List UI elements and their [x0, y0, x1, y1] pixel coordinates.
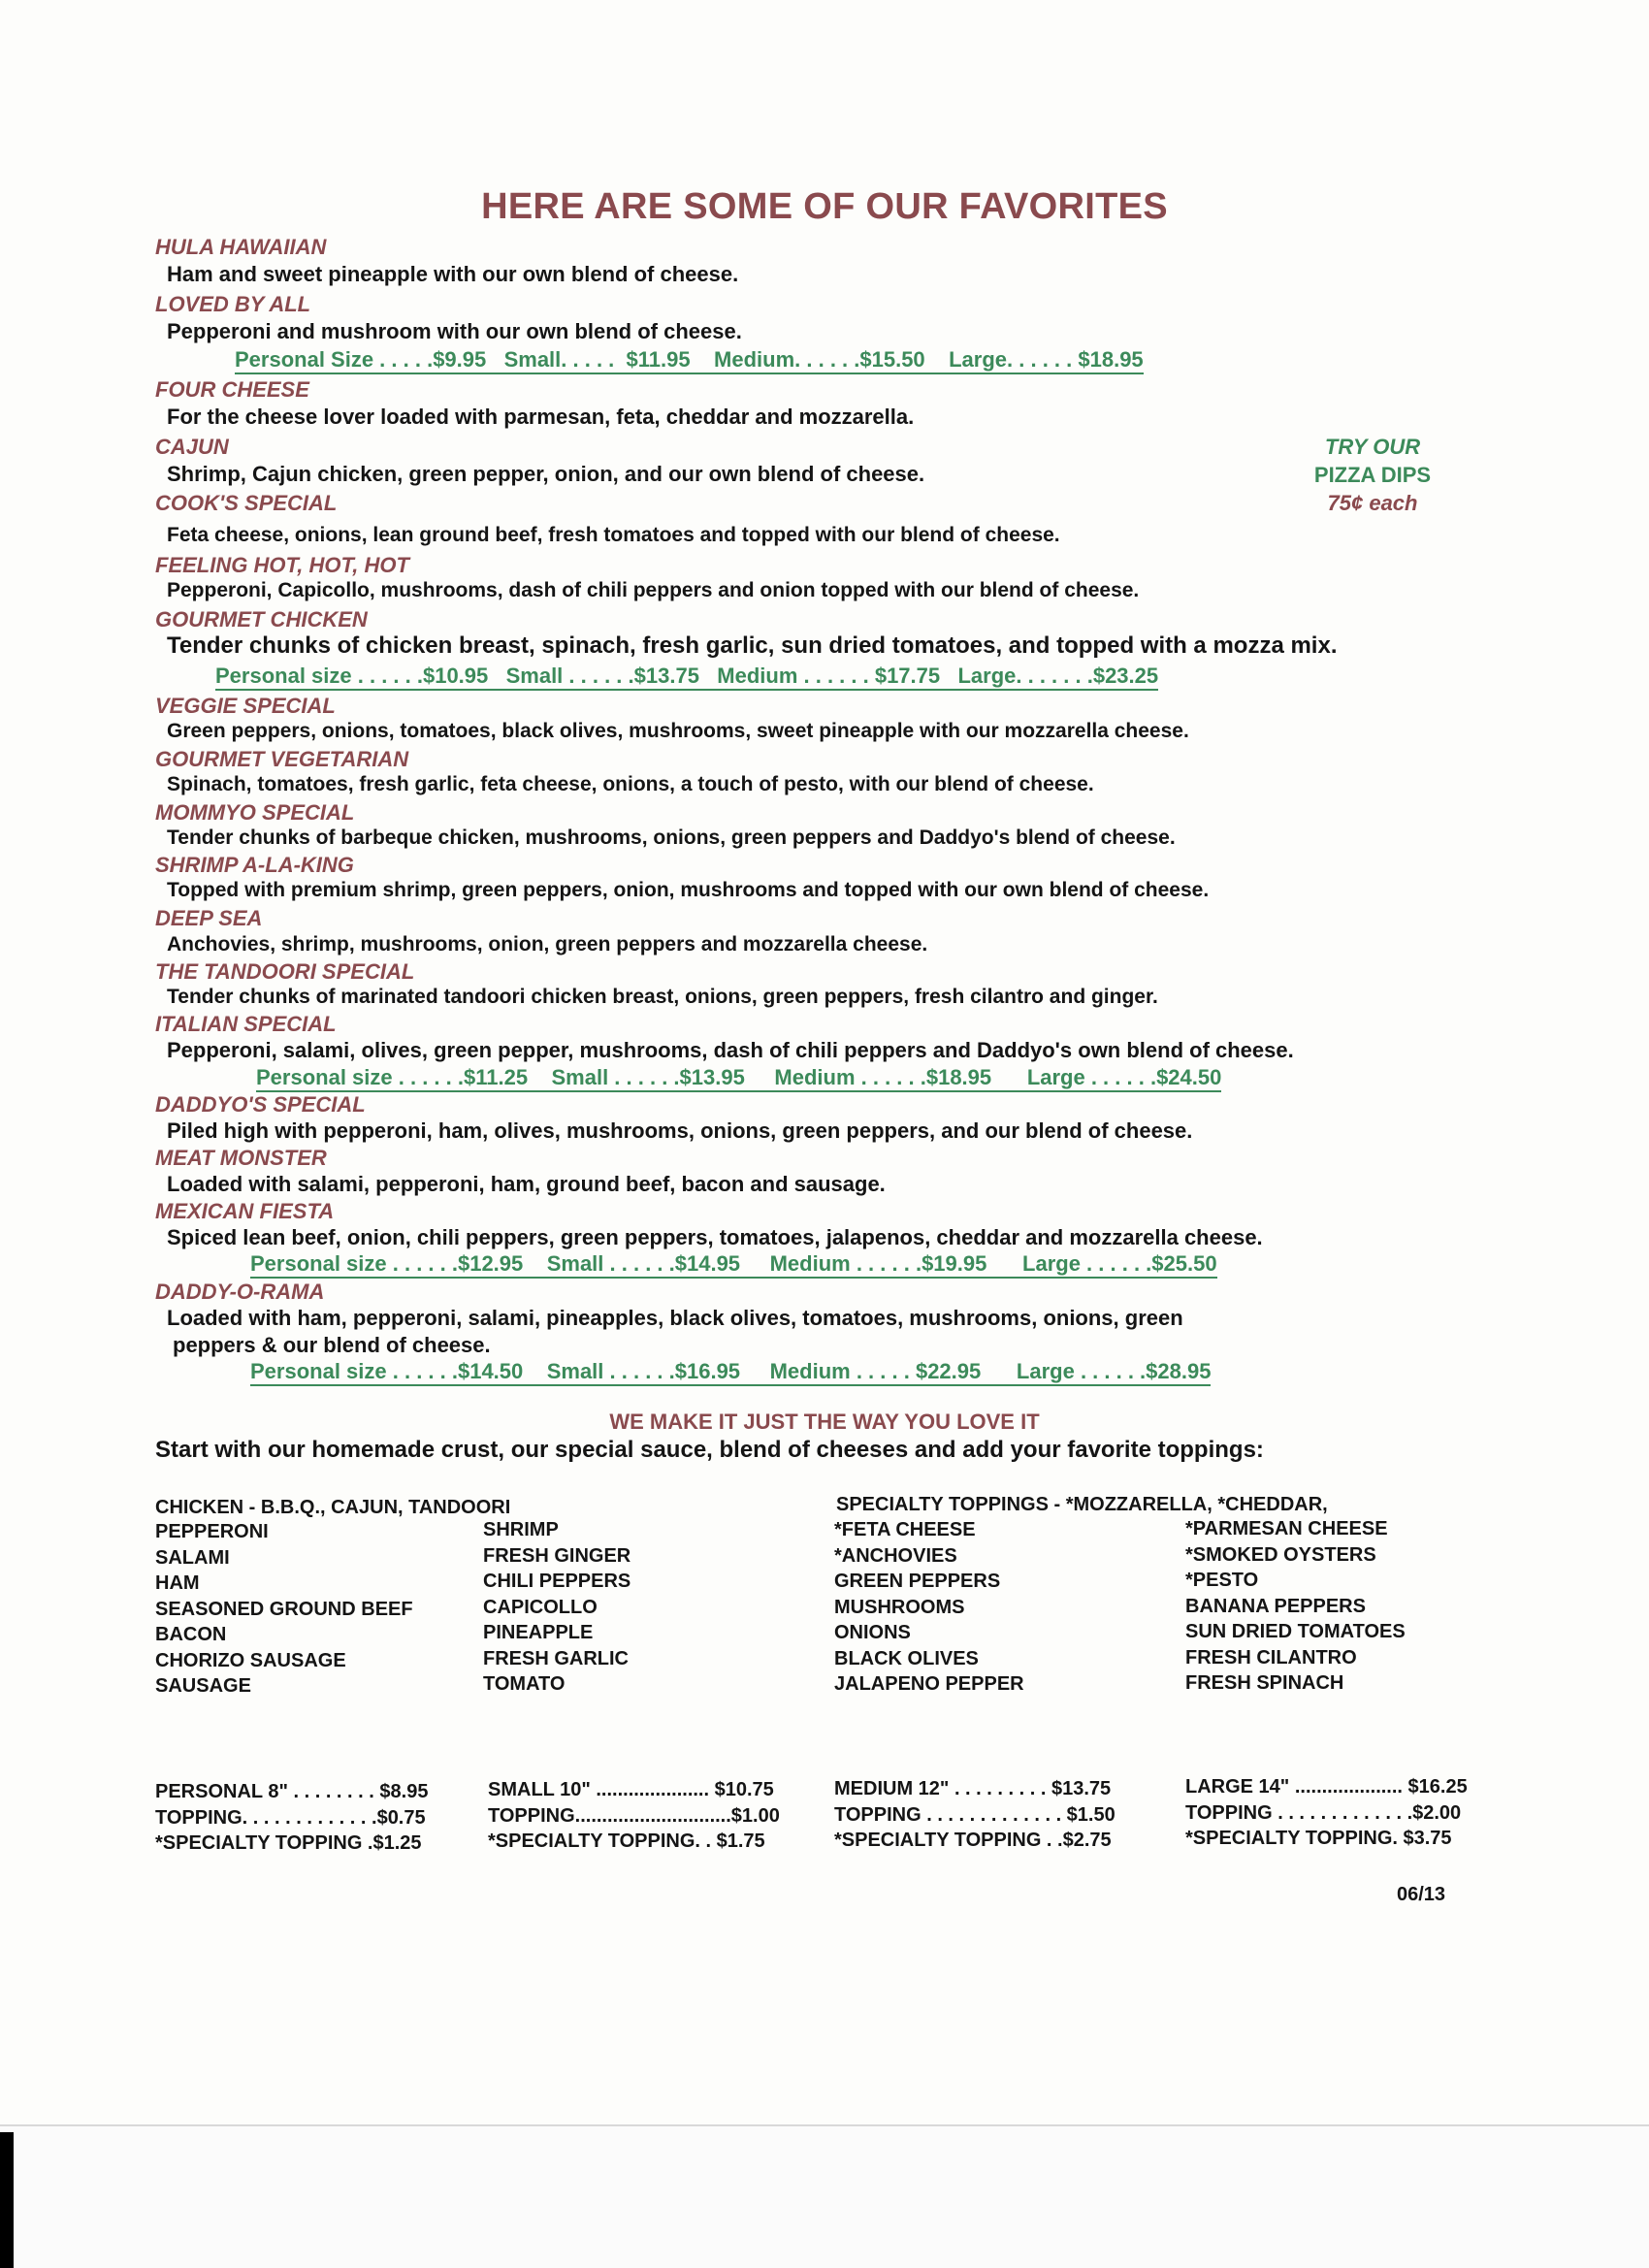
dips-line: TRY OUR	[1324, 435, 1421, 459]
pizza-description: Piled high with pepperoni, ham, olives, mushrooms, onions, green peppers, and our blend of cheese.	[167, 1118, 1193, 1143]
toppings-column-1	[155, 1519, 413, 1700]
price-line: Personal size . . . . . .$12.95 Small . . . . . .$14.95 Medium . . . . . .$19.95 Large . . . . . .$25.50	[250, 1251, 1217, 1279]
topping-item: BACON	[155, 1624, 227, 1645]
specialty-toppings-line: SPECIALTY TOPPINGS - *MOZZARELLA, *CHEDDAR,	[836, 1494, 1328, 1515]
pizza-description: Anchovies, shrimp, mushrooms, onion, green peppers and mozzarella cheese.	[167, 933, 928, 956]
pizza-description: Spiced lean beef, onion, chili peppers, green peppers, tomatoes, jalapenos, cheddar and mozzarella cheese.	[167, 1225, 1263, 1249]
topping-item: GREEN PEPPERS	[834, 1571, 1001, 1592]
pizza-name: CAJUN	[155, 435, 229, 459]
topping-item: *FETA CHEESE	[834, 1519, 976, 1540]
pizza-description: Pepperoni, Capicollo, mushrooms, dash of chili peppers and onion topped with our blend of cheese.	[167, 579, 1140, 601]
pizza-name: HULA HAWAIIAN	[155, 235, 327, 259]
topping-item: CHILI PEPPERS	[483, 1571, 631, 1592]
pizza-name: MEXICAN FIESTA	[155, 1199, 335, 1223]
topping-item: JALAPENO PEPPER	[834, 1673, 1024, 1695]
topping-item: PEPPERONI	[155, 1521, 269, 1542]
pizza-name: MEAT MONSTER	[155, 1146, 327, 1170]
topping-item: TOMATO	[483, 1673, 566, 1695]
pizza-description: Pepperoni, salami, olives, green pepper, mushrooms, dash of chili peppers and Daddyo's own blend of cheese.	[167, 1038, 1294, 1062]
price-line: Personal size . . . . . .$10.95 Small . . . . . .$13.75 Medium . . . . . . $17.75 Large. . . . . . .$23.25	[215, 664, 1158, 691]
topping-item: BLACK OLIVES	[834, 1647, 979, 1669]
toppings-column-2	[483, 1517, 630, 1698]
topping-item: CAPICOLLO	[483, 1596, 598, 1618]
topping-item: PINEAPPLE	[483, 1622, 594, 1643]
topping-item: SALAMI	[155, 1546, 230, 1569]
page-edge-line	[0, 2124, 1649, 2126]
menu-date: 06/13	[1397, 1884, 1446, 1905]
size-price-line: TOPPING . . . . . . . . . . . . . $1.50	[834, 1803, 1116, 1826]
size-price-line: SMALL 10" ..................... $10.75	[488, 1779, 774, 1800]
chicken-toppings-line: CHICKEN - B.B.Q., CAJUN, TANDOORI	[155, 1497, 511, 1518]
scan-shadow	[0, 2132, 14, 2268]
topping-item: FRESH GARLIC	[483, 1647, 629, 1669]
topping-item: *SMOKED OYSTERS	[1185, 1543, 1376, 1566]
pizza-description: Loaded with salami, pepperoni, ham, ground beef, bacon and sausage.	[167, 1172, 886, 1196]
topping-item: FRESH GINGER	[483, 1544, 631, 1567]
topping-item: *PARMESAN CHEESE	[1185, 1518, 1388, 1539]
pizza-name: FOUR CHEESE	[155, 377, 309, 402]
page-title: HERE ARE SOME OF OUR FAVORITES	[481, 186, 1168, 227]
pizza-name: DADDYO'S SPECIAL	[155, 1092, 366, 1117]
topping-item: SHRIMP	[483, 1519, 559, 1540]
pizza-dips-callout	[1300, 433, 1445, 517]
size-price-personal	[155, 1779, 428, 1857]
topping-item: *ANCHOVIES	[834, 1544, 957, 1567]
topping-item: ONIONS	[834, 1622, 911, 1643]
topping-item: BANANA PEPPERS	[1185, 1595, 1366, 1617]
size-price-line: TOPPING. . . . . . . . . . . . .$0.75	[155, 1806, 426, 1829]
topping-item: HAM	[155, 1572, 200, 1594]
pizza-name: THE TANDOORI SPECIAL	[155, 959, 415, 984]
size-price-large	[1185, 1774, 1468, 1852]
pizza-description: Spinach, tomatoes, fresh garlic, feta cheese, onions, a touch of pesto, with our blend of cheese.	[167, 773, 1094, 795]
price-line: Personal size . . . . . .$11.25 Small . . . . . .$13.95 Medium . . . . . .$18.95 Large . . . . . .$24.50	[256, 1065, 1221, 1092]
pizza-name: ITALIAN SPECIAL	[155, 1012, 337, 1036]
size-price-line: *SPECIALTY TOPPING . .$2.75	[834, 1830, 1112, 1851]
pizza-name: LOVED BY ALL	[155, 292, 311, 316]
toppings-column-4	[1185, 1516, 1406, 1697]
topping-item: CHORIZO SAUSAGE	[155, 1649, 346, 1671]
pizza-name: FEELING HOT, HOT, HOT	[155, 553, 409, 577]
pizza-name: GOURMET VEGETARIAN	[155, 747, 409, 771]
size-price-line: TOPPING.............................$1.00	[488, 1804, 780, 1827]
pizza-name: VEGGIE SPECIAL	[155, 694, 336, 718]
size-price-line: *SPECIALTY TOPPING .$1.25	[155, 1832, 422, 1854]
build-your-own-title: WE MAKE IT JUST THE WAY YOU LOVE IT	[609, 1409, 1040, 1434]
topping-item: SUN DRIED TOMATOES	[1185, 1621, 1406, 1642]
pizza-description-continued: peppers & our blend of cheese.	[173, 1333, 491, 1357]
scan-bottom-margin	[0, 2124, 1649, 2268]
pizza-description: For the cheese lover loaded with parmesan, feta, cheddar and mozzarella.	[167, 405, 915, 429]
toppings-column-3	[834, 1517, 1024, 1698]
pizza-description: Tender chunks of chicken breast, spinach, fresh garlic, sun dried tomatoes, and topped with a mozza mix.	[167, 632, 1338, 659]
price-line: Personal size . . . . . .$14.50 Small . . . . . .$16.95 Medium . . . . . $22.95 Large . . . . . .$28.95	[250, 1359, 1211, 1386]
pizza-description: Loaded with ham, pepperoni, salami, pineapples, black olives, tomatoes, mushrooms, onions, green	[167, 1306, 1183, 1330]
pizza-name: COOK'S SPECIAL	[155, 491, 338, 515]
build-your-own-intro: Start with our homemade crust, our special sauce, blend of cheeses and add your favorite toppings:	[155, 1437, 1264, 1463]
pizza-description: Shrimp, Cajun chicken, green pepper, onion, and our own blend of cheese.	[167, 462, 925, 486]
pizza-name: GOURMET CHICKEN	[155, 607, 368, 632]
pizza-description: Pepperoni and mushroom with our own blend of cheese.	[167, 319, 742, 343]
pizza-name: DADDY-O-RAMA	[155, 1280, 325, 1304]
size-price-line: PERSONAL 8" . . . . . . . . $8.95	[155, 1781, 429, 1802]
size-price-line: LARGE 14" .................... $16.25	[1185, 1776, 1468, 1798]
topping-item: MUSHROOMS	[834, 1596, 965, 1618]
pizza-name: DEEP SEA	[155, 906, 263, 930]
price-line: Personal Size . . . . .$9.95 Small. . . . . $11.95 Medium. . . . . .$15.50 Large. . . . . . $18.95	[235, 347, 1144, 374]
topping-item: SEASONED GROUND BEEF	[155, 1598, 413, 1620]
pizza-description: Green peppers, onions, tomatoes, black olives, mushrooms, sweet pineapple with our mozzarella cheese.	[167, 720, 1189, 742]
topping-item: SAUSAGE	[155, 1675, 251, 1697]
pizza-description: Tender chunks of barbeque chicken, mushrooms, onions, green peppers and Daddyo's blend of cheese.	[167, 826, 1176, 849]
size-price-medium	[834, 1776, 1116, 1854]
size-price-small	[488, 1777, 780, 1855]
pizza-description: Tender chunks of marinated tandoori chicken breast, onions, green peppers, fresh cilantro and ginger.	[167, 986, 1158, 1008]
size-price-line: *SPECIALTY TOPPING. $3.75	[1185, 1828, 1452, 1849]
size-price-line: *SPECIALTY TOPPING. . $1.75	[488, 1831, 765, 1852]
dips-price: 75¢ each	[1327, 491, 1418, 515]
topping-item: FRESH CILANTRO	[1185, 1646, 1357, 1669]
topping-item: *PESTO	[1185, 1570, 1259, 1591]
size-price-line: TOPPING . . . . . . . . . . . . .$2.00	[1185, 1801, 1462, 1824]
pizza-description: Topped with premium shrimp, green peppers, onion, mushrooms and topped with our own blend of cheese.	[167, 879, 1210, 901]
pizza-description: Ham and sweet pineapple with our own blend of cheese.	[167, 262, 739, 286]
topping-item: FRESH SPINACH	[1185, 1672, 1344, 1694]
pizza-name: SHRIMP A-LA-KING	[155, 853, 354, 877]
dips-line: PIZZA DIPS	[1313, 463, 1432, 487]
pizza-description: Feta cheese, onions, lean ground beef, fresh tomatoes and topped with our blend of cheese.	[167, 524, 1060, 546]
pizza-name: MOMMYO SPECIAL	[155, 800, 355, 825]
size-price-line: MEDIUM 12" . . . . . . . . . $13.75	[834, 1778, 1112, 1799]
